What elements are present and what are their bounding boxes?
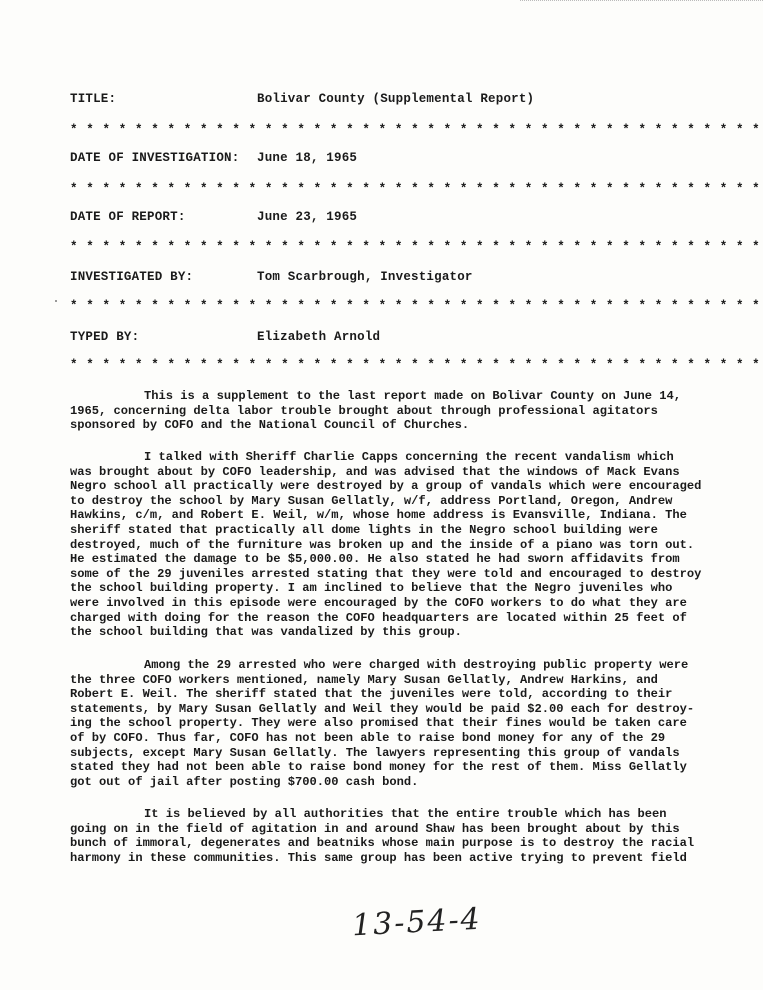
paragraph-line: some of the 29 juveniles arrested stating that they were told and encouraged to destroy: [70, 566, 702, 581]
paragraph-line: the school building property. I am inclined to believe that the Negro juveniles who: [70, 581, 673, 596]
investigation-date-label: DATE OF INVESTIGATION:: [70, 151, 240, 165]
paragraph-line: stated they had not been able to raise bond money for the rest of them. Miss Gellatly: [70, 760, 687, 775]
typed-by-label: TYPED BY:: [70, 330, 140, 344]
report-date-row: [70, 210, 357, 224]
paragraph-line: sheriff stated that practically all dome lights in the Negro school building were: [70, 522, 658, 537]
paragraph-line: subjects, except Mary Susan Gellatly. The lawyers representing this group of vandals: [70, 745, 680, 760]
paragraph-line: to destroy the school by Mary Susan Gellatly, w/f, address Portland, Oregon, Andrew: [70, 493, 673, 508]
separator-3: * * * * * * * * * * * * * * * * * * * * * * * * * * * * * * * * * * * * * * * * * * *: [70, 240, 761, 254]
paragraph-1: [70, 389, 720, 433]
separator-1: * * * * * * * * * * * * * * * * * * * * * * * * * * * * * * * * * * * * * * * * * * *: [70, 123, 761, 137]
report-date-value: June 23, 1965: [257, 210, 358, 224]
paragraph-line: the three COFO workers mentioned, namely Mary Susan Gellatly, Andrew Harkins, and: [70, 672, 658, 687]
paragraph-line: 1965, concerning delta labor trouble brought about through professional agitators: [70, 403, 658, 418]
investigation-date-row: [70, 151, 357, 165]
paragraph-line: ing the school property. They were also promised that their fines would be taken care: [70, 716, 687, 731]
paragraph-line: I talked with Sheriff Charlie Capps concerning the recent vandalism which: [144, 450, 674, 464]
paragraph-3: [70, 658, 720, 789]
paragraph-4: [70, 807, 720, 865]
paragraph-line: This is a supplement to the last report made on Bolivar County on June 14,: [144, 389, 682, 403]
paragraph-line: destroyed, much of the furniture was broken up and the inside of a piano was torn out.: [70, 537, 695, 552]
investigated-by-value: Tom Scarbrough, Investigator: [257, 270, 473, 284]
paragraph-line: were involved in this episode were encouraged by the COFO workers to do what they are: [70, 595, 687, 610]
scan-speck: [55, 300, 57, 302]
typed-by-value: Elizabeth Arnold: [257, 330, 381, 344]
paragraph-line: the school building that was vandalized by this group.: [70, 625, 462, 640]
title-label: TITLE:: [70, 92, 117, 106]
paragraph-line: was brought about by COFO leadership, and was advised that the windows of Mack Evans: [70, 464, 680, 479]
paragraph-line: Robert E. Weil. The sheriff stated that the juveniles were told, according to their: [70, 687, 673, 702]
paragraph-line: statements, by Mary Susan Gellatly and Weil they would be paid $2.00 each for destroy-: [70, 701, 695, 716]
title-row: [70, 92, 534, 106]
paragraph-line: sponsored by COFO and the National Council of Churches.: [70, 418, 470, 433]
separator-2: * * * * * * * * * * * * * * * * * * * * * * * * * * * * * * * * * * * * * * * * * * *: [70, 182, 761, 196]
investigated-by-label: INVESTIGATED BY:: [70, 270, 194, 284]
paragraph-line: got out of jail after posting $700.00 cash bond.: [70, 774, 419, 789]
paragraph-line: of by COFO. Thus far, COFO has not been able to raise bond money for any of the 29: [70, 730, 666, 745]
paragraph-line: harmony in these communities. This same group has been active trying to prevent field: [70, 850, 687, 865]
title-value: Bolivar County (Supplemental Report): [257, 92, 535, 106]
separator-4: * * * * * * * * * * * * * * * * * * * * * * * * * * * * * * * * * * * * * * * * * * *: [70, 299, 761, 313]
paragraph-line: Negro school all practically were destroyed by a group of vandals which were encouraged: [70, 479, 702, 494]
paragraph-line: bunch of immoral, degenerates and beatniks whose main purpose is to destroy the racial: [70, 836, 695, 851]
paragraph-line: Among the 29 arrested who were charged with destroying public property were: [144, 658, 689, 672]
paragraph-line: He estimated the damage to be $5,000.00. He also stated he had sworn affidavits from: [70, 552, 680, 567]
typed-by-row: [70, 330, 380, 344]
paragraph-line: charged with doing for the reason the COFO headquarters are located within 25 feet of: [70, 610, 687, 625]
paragraph-line: It is believed by all authorities that the entire trouble which has been: [144, 807, 667, 821]
investigation-date-value: June 18, 1965: [257, 151, 358, 165]
paragraph-line: Hawkins, c/m, and Robert E. Weil, w/m, whose home address is Evansville, Indiana. The: [70, 508, 687, 523]
report-date-label: DATE OF REPORT:: [70, 210, 186, 224]
separator-5: * * * * * * * * * * * * * * * * * * * * * * * * * * * * * * * * * * * * * * * * * * *: [70, 358, 761, 372]
paragraph-2: [70, 450, 720, 640]
scan-edge-dots: [520, 0, 763, 3]
handwritten-page-number: 13-54-4: [351, 901, 483, 944]
paragraph-line: going on in the field of agitation in and around Shaw has been brought about by this: [70, 821, 680, 836]
investigated-by-row: [70, 270, 473, 284]
